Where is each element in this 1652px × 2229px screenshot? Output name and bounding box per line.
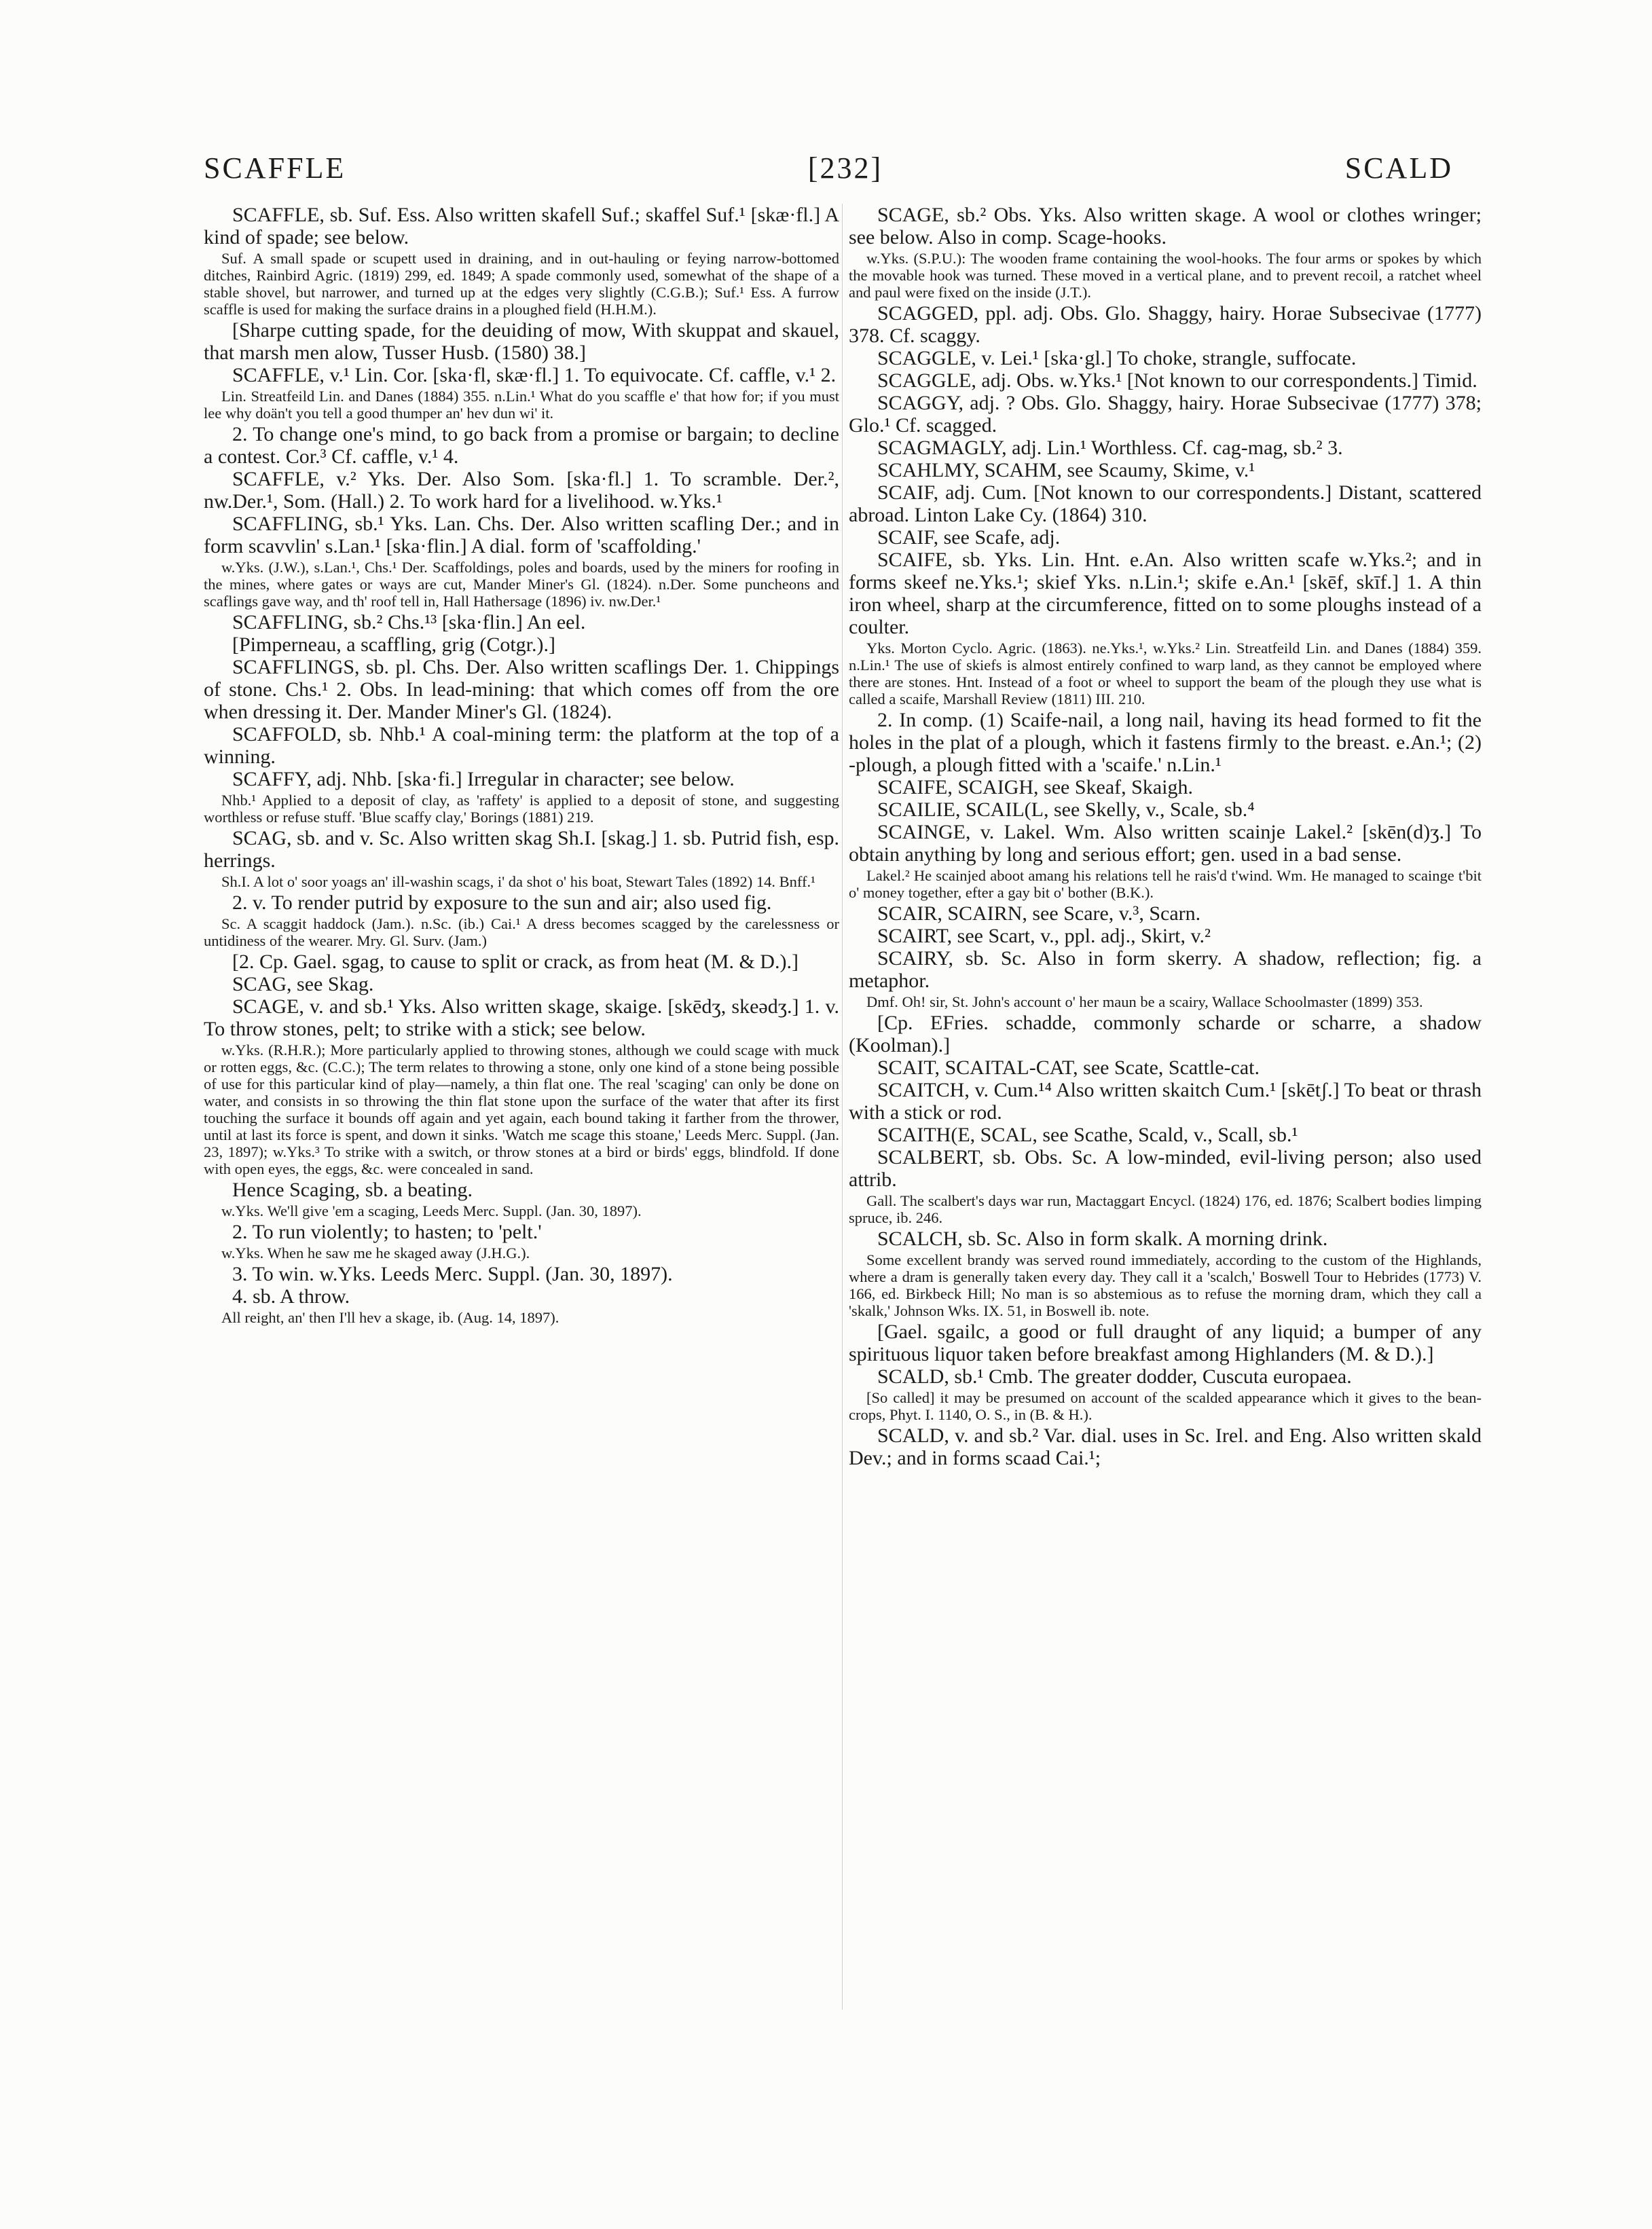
citation-paragraph: Suf. A small spade or scupett used in draining, and in out-hauling or feying narrow-bottomed ditches, Rainbird Agric. (1819) 299, ed. 1849; A spade commonly used, somewhat of the shape of a stable shovel, but narrower, and turned up at the edges very slightly (C.G.B.); Suf.¹ Ess. A furrow scaffle is used for making the surface drains in a ploughed field (H.H.M.). — [204, 250, 839, 318]
dictionary-entry: SCAGE, sb.² Obs. Yks. Also written skage. A wool or clothes wringer; see below. Also in comp. Scage-hooks. — [849, 204, 1482, 248]
dictionary-entry: SCAG, see Skag. — [232, 973, 374, 995]
citation-paragraph: Some excellent brandy was served round immediately, according to the custom of the Highlands, where a dram is generally taken every day. They call it a 'scalch,' Boswell Tour to Hebrides (1773) V. 166, ed. Birkbeck Hill; No man is so abstemious as to refuse the morning dram, which they call a 'skalk,' Johnson Wks. IX. 51, in Boswell ib. note. — [849, 1251, 1482, 1319]
dictionary-entry: SCAHLMY, SCAHM, see Scaumy, Skime, v.¹ — [877, 459, 1255, 481]
dictionary-entry: SCAIRY, sb. Sc. Also in form skerry. A shadow, reflection; fig. a metaphor. — [849, 947, 1482, 992]
dictionary-entry: SCAFFOLD, sb. Nhb.¹ A coal-mining term: the platform at the top of a winning. — [204, 723, 839, 768]
right-column — [849, 204, 1482, 1469]
page-header — [204, 144, 1453, 191]
dictionary-entry: 3. To win. w.Yks. Leeds Merc. Suppl. (Jan. 30, 1897). — [232, 1263, 673, 1285]
dictionary-entry: SCAFFY, adj. Nhb. [ska·fi.] Irregular in character; see below. — [232, 768, 735, 790]
dictionary-entry: SCAITCH, v. Cum.¹⁴ Also written skaitch Cum.¹ [skētʃ.] To beat or thrash with a stick or rod. — [849, 1079, 1482, 1124]
citation-paragraph: w.Yks. (J.W.), s.Lan.¹, Chs.¹ Der. Scaffoldings, poles and boards, used by the miners for roofing in the mines, where gates or ways are cut, Mander Miner's Gl. (1824). n.Der. Some puncheons and scaflings gave way, and th' roof tell in, Hall Hathersage (1896) iv. nw.Der.¹ — [204, 559, 839, 610]
dictionary-entry: SCAFFLINGS, sb. pl. Chs. Der. Also written scaflings Der. 1. Chippings of stone. Chs.¹ 2. Obs. In lead-mining: that which comes off from the ore when dressing it. Der. Mander Miner's Gl. (1824). — [204, 656, 839, 723]
dictionary-entry: [2. Cp. Gael. sgag, to cause to split or crack, as from heat (M. & D.).] — [232, 951, 799, 973]
dictionary-entry: SCAIF, adj. Cum. [Not known to our correspondents.] Distant, scattered abroad. Linton Lake Cy. (1864) 310. — [849, 481, 1482, 526]
dictionary-entry: [Cp. EFries. schadde, commonly scharde or scharre, a shadow (Koolman).] — [849, 1012, 1482, 1056]
dictionary-entry: SCAFFLING, sb.² Chs.¹³ [ska·flin.] An eel. — [232, 611, 586, 633]
citation-paragraph: Lin. Streatfeild Lin. and Danes (1884) 355. n.Lin.¹ What do you scaffle e' that how for; if you must lee why doän't you tell a good thumper an' hev dun wi' it. — [204, 388, 839, 422]
dictionary-entry: 2. To run violently; to hasten; to 'pelt.' — [232, 1221, 542, 1243]
left-column — [204, 204, 839, 1327]
dictionary-entry: SCAGGY, adj. ? Obs. Glo. Shaggy, hairy. Horae Subsecivae (1777) 378; Glo.¹ Cf. scagged. — [849, 392, 1482, 437]
dictionary-entry: SCAITH(E, SCAL, see Scathe, Scald, v., Scall, sb.¹ — [877, 1124, 1298, 1146]
dictionary-entry: SCAGGLE, adj. Obs. w.Yks.¹ [Not known to our correspondents.] Timid. — [877, 369, 1477, 392]
dictionary-entry: SCALBERT, sb. Obs. Sc. A low-minded, evil-living person; also used attrib. — [849, 1146, 1482, 1191]
dictionary-entry: 4. sb. A throw. — [232, 1285, 350, 1308]
dictionary-entry: SCAIRT, see Scart, v., ppl. adj., Skirt, v.² — [877, 925, 1211, 947]
citation-paragraph: w.Yks. (S.P.U.): The wooden frame containing the wool-hooks. The four arms or spokes by which the movable hook was turned. These moved in a vertical plane, and to prevent recoil, a ratchet wheel and paul were fixed on the inside (J.T.). — [849, 250, 1482, 301]
dictionary-entry: SCALD, sb.¹ Cmb. The greater dodder, Cuscuta europaea. — [877, 1365, 1352, 1388]
dictionary-entry: SCALCH, sb. Sc. Also in form skalk. A morning drink. — [877, 1228, 1328, 1250]
dictionary-entry: SCAIR, SCAIRN, see Scare, v.³, Scarn. — [877, 902, 1201, 925]
citation-paragraph: Nhb.¹ Applied to a deposit of clay, as 'raffety' is applied to a deposit of stone, and suggesting worthless or refuse stuff. 'Blue scaffy clay,' Borings (1881) 219. — [204, 792, 839, 826]
citation-paragraph: w.Yks. We'll give 'em a scaging, Leeds Merc. Suppl. (Jan. 30, 1897). — [221, 1202, 642, 1219]
dictionary-entry: SCAFFLE, sb. Suf. Ess. Also written skafell Suf.; skaffel Suf.¹ [skæ·fl.] A kind of spade; see below. — [204, 204, 839, 248]
citation-paragraph: [So called] it may be presumed on account of the scalded appearance which it gives to the bean-crops, Phyt. I. 1140, O. S., in (B. & H.). — [849, 1389, 1482, 1423]
dictionary-entry: 2. To change one's mind, to go back from a promise or bargain; to decline a contest. Cor.³ Cf. caffle, v.¹ 4. — [204, 423, 839, 468]
citation-paragraph: w.Yks. (R.H.R.); More particularly applied to throwing stones, although we could scage with muck or rotten eggs, &c. (C.C.); The term relates to throwing a stone, only one kind of a stone being possible of use for this particular kind of play—namely, a thin flat one. The real 'scaging' can only be done on water, and consists in so throwing the thin flat stone upon the surface of the water that after its first touching the surface it bounds off again and yet again, each bound taking it farther from the thrower, until at last its force is spent, and down it sinks. 'Watch me scage this stoane,' Leeds Merc. Suppl. (Jan. 23, 1897); w.Yks.³ To strike with a switch, or throw stones at a bird or birds' eggs, blindfold. If done with open eyes, the eggs, &c. were concealed in sand. — [204, 1042, 839, 1177]
dictionary-entry: [Gael. sgailc, a good or full draught of any liquid; a bumper of any spirituous liquor taken before breakfast among Highlanders (M. & D.).] — [849, 1321, 1482, 1365]
dictionary-entry: SCAILIE, SCAIL(L, see Skelly, v., Scale, sb.⁴ — [877, 798, 1255, 821]
dictionary-entry: 2. In comp. (1) Scaife-nail, a long nail, having its head formed to fit the holes in the plat of a plough, which it fastens firmly to the breast. e.An.¹; (2) -plough, a plough fitted with a 'scaife.' n.Lin.¹ — [849, 709, 1482, 776]
dictionary-entry: SCAGMAGLY, adj. Lin.¹ Worthless. Cf. cag-mag, sb.² 3. — [877, 437, 1343, 459]
citation-paragraph: All reight, an' then I'll hev a skage, ib. (Aug. 14, 1897). — [221, 1309, 559, 1326]
dictionary-entry: SCAFFLING, sb.¹ Yks. Lan. Chs. Der. Also written scafling Der.; and in form scavvlin' s.Lan.¹ [ska·flin.] A dial. form of 'scaffolding.' — [204, 513, 839, 557]
dictionary-entry: SCAG, sb. and v. Sc. Also written skag Sh.I. [skag.] 1. sb. Putrid fish, esp. herrings. — [204, 827, 839, 872]
dictionary-entry: SCAGGED, ppl. adj. Obs. Glo. Shaggy, hairy. Horae Subsecivae (1777) 378. Cf. scaggy. — [849, 302, 1482, 347]
citation-paragraph: Yks. Morton Cyclo. Agric. (1863). ne.Yks.¹, w.Yks.² Lin. Streatfeild Lin. and Danes (1884) 359. n.Lin.¹ The use of skiefs is almost entirely confined to warp land, as they cannot be employed where there are stones. Hnt. Instead of a foot or wheel to support the beam of the plough they use what is called a scaife, Marshall Review (1811) III. 210. — [849, 640, 1482, 707]
dictionary-entry: SCAINGE, v. Lakel. Wm. Also written scainje Lakel.² [skēn(d)ʒ.] To obtain anything by long and serious effort; gen. used in a bad sense. — [849, 821, 1482, 866]
citation-paragraph: w.Yks. When he saw me he skaged away (J.H.G.). — [221, 1245, 530, 1261]
citation-paragraph: Sh.I. A lot o' soor yoags an' ill-washin scags, i' da shot o' his boat, Stewart Tales (1892) 14. Bnff.¹ — [221, 873, 815, 890]
dictionary-entry: SCAFFLE, v.² Yks. Der. Also Som. [ska·fl.] 1. To scramble. Der.², nw.Der.¹, Som. (Hall.) 2. To work hard for a livelihood. w.Yks.¹ — [204, 468, 839, 513]
dictionary-entry: SCAIFE, sb. Yks. Lin. Hnt. e.An. Also written scafe w.Yks.²; and in forms skeef ne.Yks.¹; skief Yks. n.Lin.¹; skife e.An.¹ [skēf, skīf.] 1. A thin iron wheel, sharp at the circumference, fitted on to some ploughs instead of a coulter. — [849, 549, 1482, 638]
citation-paragraph: Gall. The scalbert's days war run, Mactaggart Encycl. (1824) 176, ed. 1876; Scalbert bodies limping spruce, ib. 246. — [849, 1192, 1482, 1226]
dictionary-entry: SCALD, v. and sb.² Var. dial. uses in Sc. Irel. and Eng. Also written skald Dev.; and in forms scaad Cai.¹; — [849, 1424, 1482, 1469]
dictionary-entry: 2. v. To render putrid by exposure to the sun and air; also used fig. — [232, 891, 772, 914]
dictionary-entry: SCAIF, see Scafe, adj. — [877, 526, 1061, 549]
dictionary-entry: SCAGE, v. and sb.¹ Yks. Also written skage, skaige. [skēdʒ, skeədʒ.] 1. v. To throw stones, pelt; to strike with a stick; see below. — [204, 995, 839, 1040]
running-head-left: SCAFFLE — [204, 151, 346, 185]
citation-paragraph: Dmf. Oh! sir, St. John's account o' her maun be a scairy, Wallace Schoolmaster (1899) 353. — [866, 993, 1423, 1010]
citation-paragraph: Lakel.² He scainjed aboot amang his relations tell he rais'd t'wind. Wm. He managed to scainge t'bit o' money together, efter a gay bit o' bother (B.K.). — [849, 867, 1482, 901]
citation-paragraph: Sc. A scaggit haddock (Jam.). n.Sc. (ib.) Cai.¹ A dress becomes scagged by the carelessness or untidiness of the wearer. Mry. Gl. Surv. (Jam.) — [204, 915, 839, 949]
dictionary-entry: Hence Scaging, sb. a beating. — [232, 1179, 473, 1201]
dictionary-entry: [Pimperneau, a scaffling, grig (Cotgr.).] — [232, 633, 555, 656]
page-number: [232] — [807, 151, 883, 185]
running-head-right: SCALD — [1344, 151, 1453, 185]
dictionary-entry: SCAIT, SCAITAL-CAT, see Scate, Scattle-cat. — [877, 1056, 1260, 1079]
dictionary-entry: SCAGGLE, v. Lei.¹ [ska·gl.] To choke, strangle, suffocate. — [877, 347, 1357, 369]
dictionary-entry: SCAFFLE, v.¹ Lin. Cor. [ska·fl, skæ·fl.] 1. To equivocate. Cf. caffle, v.¹ 2. — [232, 364, 837, 386]
column-divider — [842, 204, 843, 2010]
dictionary-entry: [Sharpe cutting spade, for the deuiding of mow, With skuppat and skauel, that marsh men alow, Tusser Husb. (1580) 38.] — [204, 319, 839, 364]
dictionary-entry: SCAIFE, SCAIGH, see Skeaf, Skaigh. — [877, 776, 1193, 798]
